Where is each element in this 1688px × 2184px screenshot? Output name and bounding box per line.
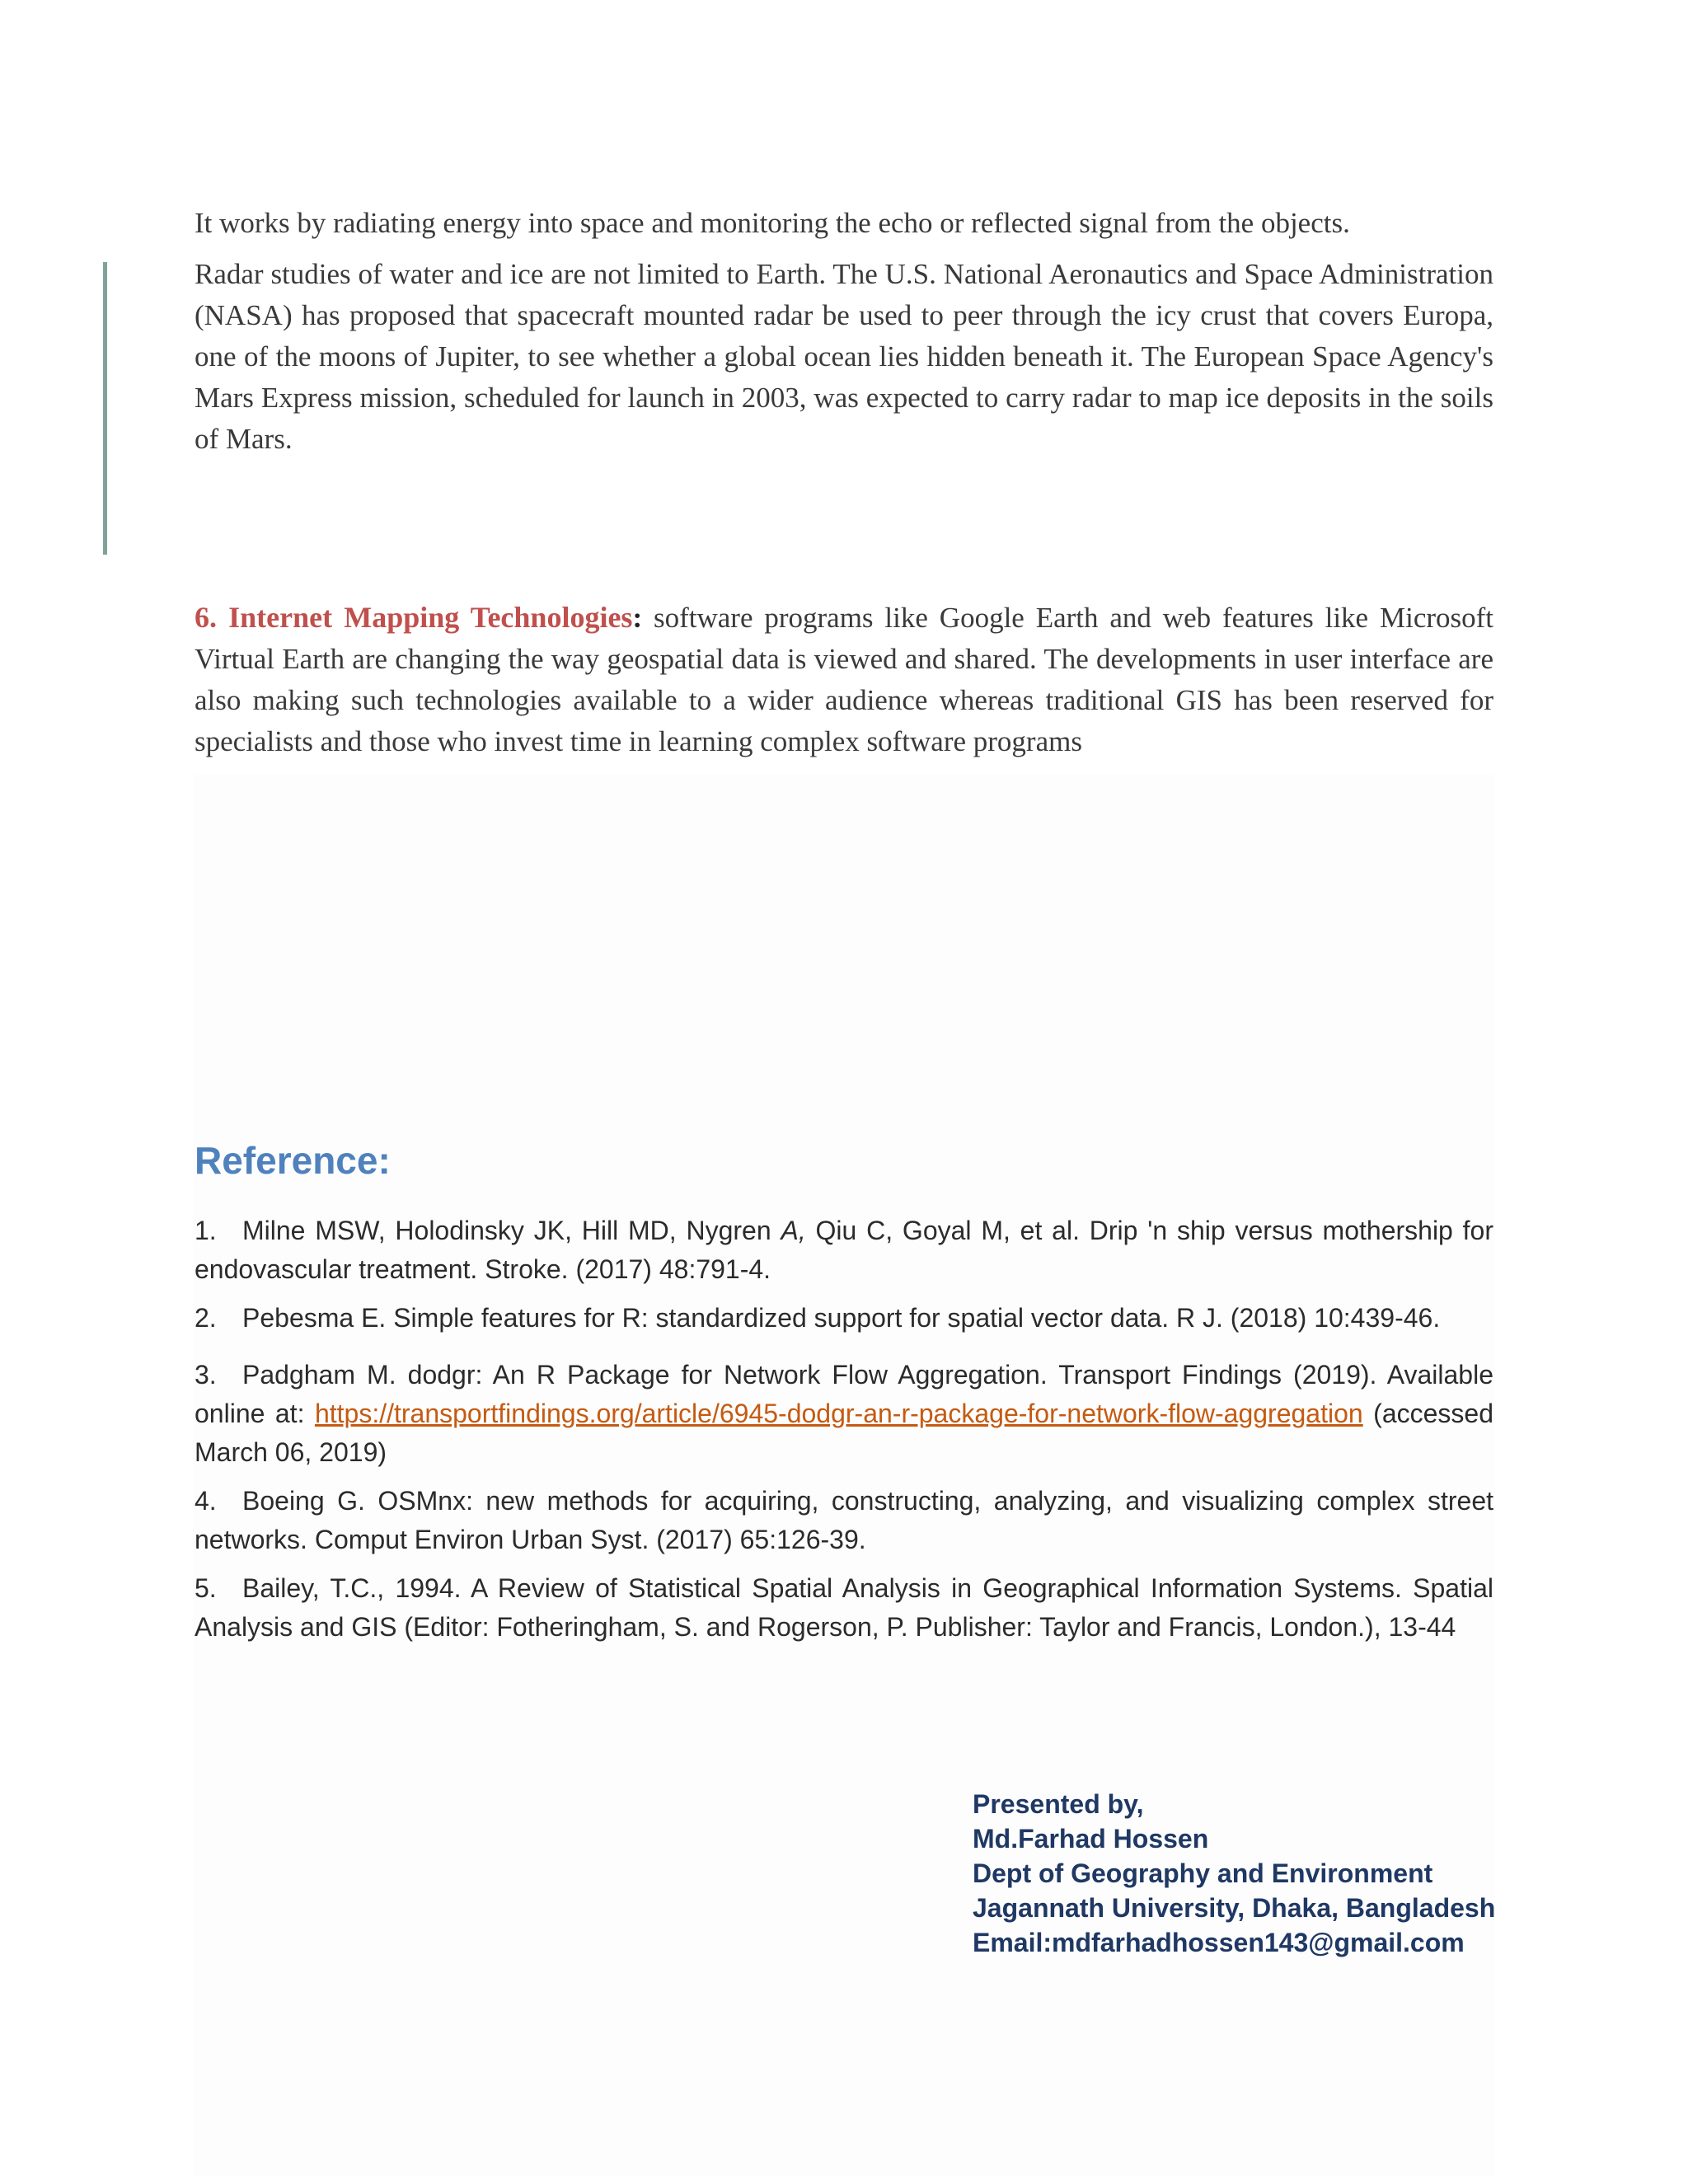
reference-list: [195, 1212, 1493, 1657]
reference-text: Bailey, T.C., 1994. A Review of Statistical Spatial Analysis in Geographical Information Systems. Spatial Analysis and GIS (Editor: Fotheringham, S. and Rogerson, P. Publisher: Taylor and Francis, London.), 13-44: [195, 1573, 1493, 1642]
section-heading: 6. Internet Mapping Technologies: [195, 601, 633, 634]
reference-text: Milne MSW, Holodinsky JK, Hill MD, Nygren: [242, 1216, 781, 1245]
reference-title: Reference:: [195, 1139, 391, 1182]
reference-number: 4.: [195, 1486, 217, 1516]
reference-item: [195, 1569, 1493, 1647]
reference-text: Boeing G. OSMnx: new methods for acquiring, constructing, analyzing, and visualizing complex street networks. Comput Environ Urban Syst. (2017) 65:126-39.: [195, 1486, 1493, 1554]
reference-number: 3.: [195, 1360, 217, 1390]
reference-item: [195, 1212, 1493, 1289]
internet-mapping-paragraph: [195, 597, 1493, 762]
presenter-block: [973, 1787, 1500, 1960]
reference-text: Padgham M. dodgr: An R Package for Network Flow Aggregation. Transport Findings (2019). Available online at:: [195, 1360, 1493, 1428]
reference-item: [195, 1299, 1493, 1338]
reference-text: (accessed March 06, 2019): [195, 1399, 1494, 1467]
margin-change-bar: [103, 262, 107, 555]
reference-number: 5.: [195, 1573, 217, 1603]
presenter-department: Dept of Geography and Environment: [973, 1858, 1433, 1888]
heading-colon: :: [632, 602, 643, 634]
radar-paragraph: Radar studies of water and ice are not limited to Earth. The U.S. National Aeronautics and Space Administration (NASA) has proposed that spacecraft mounted radar be used to peer through the icy crust that covers Europa, one of the moons of Jupiter, to see whether a global ocean lies hidden beneath it. The European Space Agency's Mars Express mission, scheduled for launch in 2003, was expected to carry radar to map ice deposits in the soils of Mars.: [195, 258, 1493, 455]
reference-item: [195, 1356, 1493, 1472]
section-body: software programs like Google Earth and web features like Microsoft Virtual Earth are changing the way geospatial data is viewed and shared. The developments in user interface are also making such technologies available to a wider audience whereas traditional GIS has been reserved for specialists and those who invest time in learning complex software programs: [195, 602, 1494, 757]
reference-number: 2.: [195, 1303, 217, 1333]
presenter-name: Md.Farhad Hossen: [973, 1824, 1209, 1854]
reference-link[interactable]: https://transportfindings.org/article/6945-dodgr-an-r-package-for-network-flow-aggregation: [314, 1399, 1363, 1428]
reference-text: Pebesma E. Simple features for R: standardized support for spatial vector data. R J. (2018) 10:439-46.: [242, 1303, 1441, 1333]
presenter-label: Presented by,: [973, 1789, 1144, 1819]
reference-text: Qiu C, Goyal M, et al. Drip 'n ship versus mothership for endovascular treatment. Stroke. (2017) 48:791-4.: [195, 1216, 1494, 1284]
presenter-university: Jagannath University, Dhaka, Bangladesh: [973, 1893, 1496, 1923]
presenter-email: Email:mdfarhadhossen143@gmail.com: [973, 1928, 1465, 1957]
reference-number: 1.: [195, 1216, 217, 1245]
reference-italic: A,: [781, 1216, 806, 1245]
reference-item: [195, 1482, 1493, 1559]
intro-paragraph: It works by radiating energy into space and monitoring the echo or reflected signal from the objects.: [195, 207, 1350, 239]
